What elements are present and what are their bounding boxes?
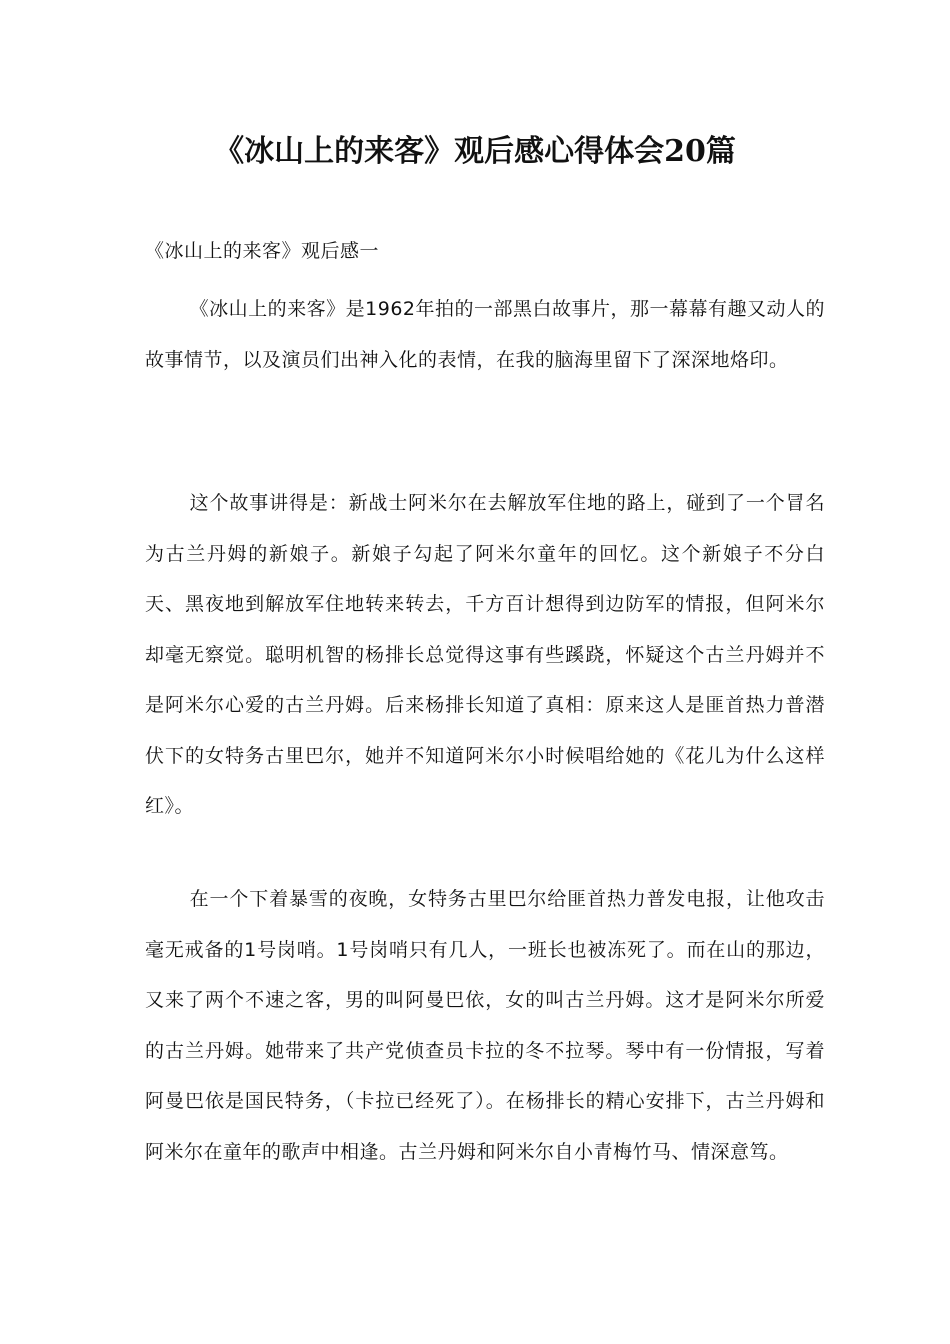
paragraph-1: 《冰山上的来客》是1962年拍的一部黑白故事片，那一幕幕有趣又动人的故事情节，以及演员们出神入化的表情，在我的脑海里留下了深深地烙印。 [145,298,825,371]
section-heading: 《冰山上的来客》观后感一 [145,240,380,262]
paragraph-2: 这个故事讲得是：新战士阿米尔在去解放军住地的路上，碰到了一个冒名为古兰丹姆的新娘子。新娘子勾起了阿米尔童年的回忆。这个新娘子不分白天、黑夜地到解放军住地转来转去，千方百计想得到边防军的情报，但阿米尔却毫无察觉。聪明机智的杨排长总觉得这事有些蹊跷，怀疑这个古兰丹姆并不是阿米尔心爱的古兰丹姆。后来杨排长知道了真相：原来这人是匪首热力普潜伏下的女特务古里巴尔，她并不知道阿米尔小时候唱给她的《花儿为什么这样红》。 [145,492,825,817]
document-title: 《冰山上的来客》观后感心得体会20篇 [214,134,736,169]
paragraph-3: 在一个下着暴雪的夜晚，女特务古里巴尔给匪首热力普发电报，让他攻击毫无戒备的1号岗哨。1号岗哨只有几人，一班长也被冻死了。而在山的那边，又来了两个不速之客，男的叫阿曼巴依，女的叫古兰丹姆。这才是阿米尔所爱的古兰丹姆。她带来了共产党侦查员卡拉的冬不拉琴。琴中有一份情报，写着阿曼巴依是国民特务，（卡拉已经死了）。在杨排长的精心安排下，古兰丹姆和阿米尔在童年的歌声中相逢。古兰丹姆和阿米尔自小青梅竹马、情深意笃。 [145,888,825,1163]
